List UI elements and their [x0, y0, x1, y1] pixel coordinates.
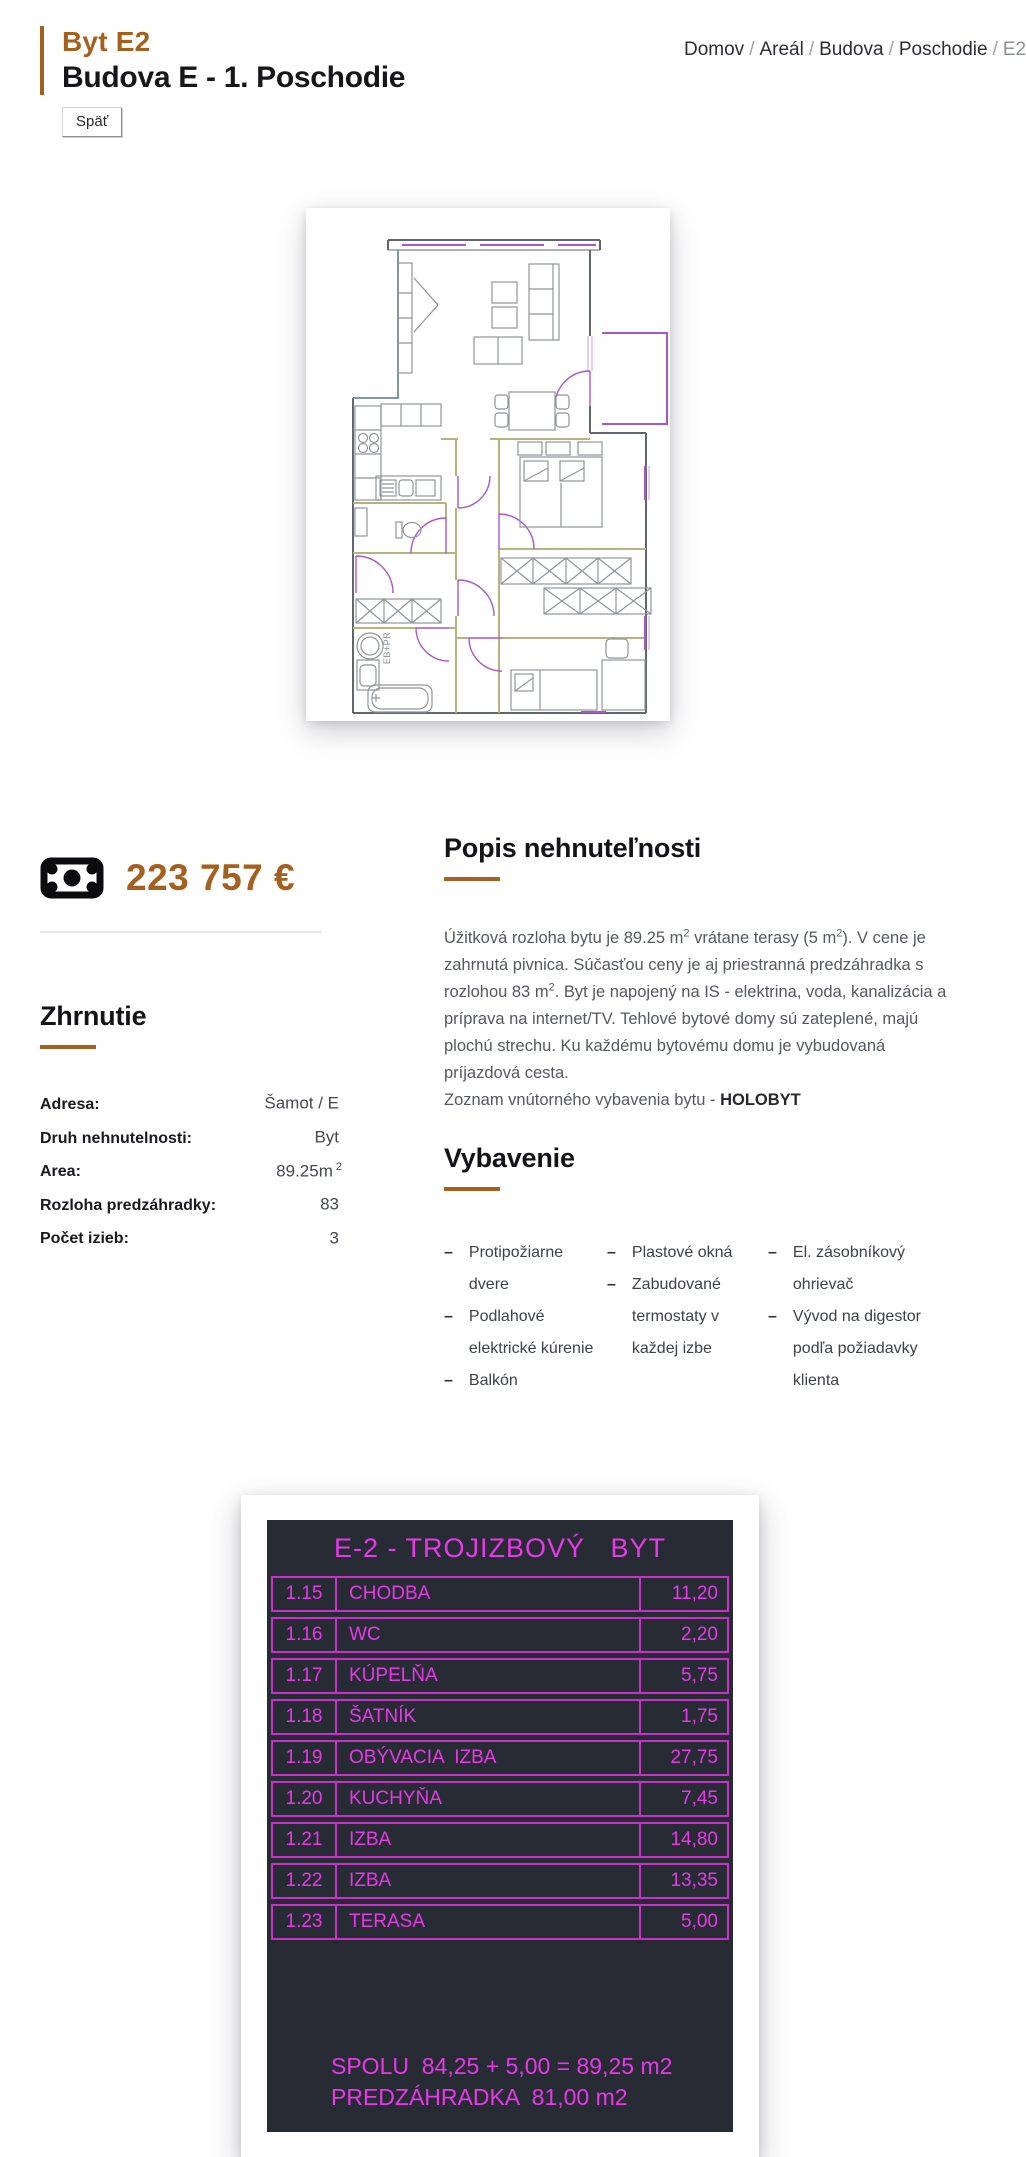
holobyt-strong: HOLOBYT — [720, 1090, 801, 1109]
price-row — [40, 857, 342, 899]
room-number-cell: 1.20 — [273, 1783, 337, 1815]
description-paragraph — [444, 925, 964, 1086]
room-number-cell: 1.16 — [273, 1619, 337, 1651]
summary-label: Area: — [40, 1163, 81, 1181]
room-number-cell: 1.23 — [273, 1906, 337, 1938]
room-table-card — [241, 1495, 759, 2157]
room-area-cell: 5,75 — [681, 1665, 718, 1687]
room-table-title: E-2 - TROJIZBOVÝ BYT — [333, 1533, 667, 1564]
room-name-cell: TERASA — [337, 1906, 641, 1938]
dash-bullet-icon: – — [768, 1308, 777, 1326]
room-area-cell: 1,75 — [681, 1706, 718, 1728]
back-button[interactable]: Späť — [62, 107, 122, 137]
summary-rows — [40, 1093, 342, 1248]
summary-section — [40, 1001, 342, 1248]
room-table-rows — [267, 1576, 733, 1940]
summary-label: Druh nehnutelnosti: — [40, 1129, 192, 1147]
room-table-footer — [267, 1945, 733, 2124]
title-block — [40, 26, 405, 95]
room-number-cell: 1.21 — [273, 1824, 337, 1856]
right-column — [444, 833, 964, 1397]
equipment-item-label: Balkón — [468, 1372, 518, 1390]
summary-value: 3 — [329, 1228, 339, 1248]
room-name-cell: OBÝVACIA IZBA — [337, 1742, 641, 1774]
room-area-cell: 14,80 — [670, 1829, 718, 1851]
room-number-cell: 1.15 — [273, 1578, 337, 1610]
room-name-cell: KÚPELŇA — [337, 1660, 641, 1692]
equipment-item — [444, 1365, 607, 1397]
summary-row — [40, 1127, 342, 1148]
equipment-item — [768, 1301, 964, 1397]
breadcrumb-part[interactable]: Domov — [684, 39, 745, 60]
summary-label: Rozloha predzáhradky: — [40, 1196, 217, 1214]
room-area-cell: 7,45 — [681, 1788, 718, 1810]
dash-bullet-icon: – — [444, 1372, 453, 1390]
room-table-row — [271, 1863, 729, 1899]
room-table-row — [271, 1904, 729, 1940]
dash-bullet-icon: – — [444, 1308, 453, 1326]
room-table-footer-line: SPOLU 84,25 + 5,00 = 89,25 m2 — [331, 2052, 673, 2079]
equipment-item-label: El. zásobníkový ohrievač — [792, 1244, 905, 1294]
equipment-item-label: Zabudované termostaty v každej izbe — [631, 1276, 721, 1358]
heading-underline — [444, 1187, 500, 1191]
equipment-item-label: Vývod na digestor podľa požiadavky klienta — [792, 1308, 921, 1390]
summary-value: 89.25m $^2$ — [276, 1160, 342, 1181]
header — [0, 0, 1026, 137]
dash-bullet-icon: – — [768, 1244, 777, 1262]
breadcrumb-part[interactable]: / — [749, 39, 755, 60]
summary-row — [40, 1093, 342, 1114]
description-list-line: Zoznam vnútorného vybavenia bytu - HOLOBYT — [444, 1090, 801, 1109]
room-table-row — [271, 1699, 729, 1735]
room-name-cell: CHODBA — [337, 1578, 641, 1610]
equipment-item-label: Podlahové elektrické kúrenie — [468, 1308, 594, 1358]
page-subtitle: Budova E - 1. Poschodie — [62, 61, 406, 95]
equipment-item — [444, 1301, 607, 1365]
summary-value: 83 — [320, 1194, 339, 1214]
divider — [40, 931, 322, 933]
room-table-row — [271, 1658, 729, 1694]
left-column — [40, 833, 342, 1397]
room-table-row — [271, 1822, 729, 1858]
description-segment: vrátane terasy (5 $m^2$ — [689, 927, 843, 948]
floor-plan-drawing — [306, 208, 670, 721]
summary-value: Byt — [314, 1127, 339, 1147]
room-table-row — [271, 1740, 729, 1776]
price-value: 223 757 € — [126, 857, 296, 899]
description-section — [444, 833, 964, 1113]
room-name-cell: KUCHYŇA — [337, 1783, 641, 1815]
room-area-cell: 5,00 — [681, 1911, 718, 1933]
breadcrumb-part[interactable]: E2 — [1002, 39, 1026, 60]
room-table-footer-line: PREDZÁHRADKA 81,00 m2 — [331, 2084, 628, 2111]
main-content — [0, 833, 1000, 1397]
room-number-cell: 1.19 — [273, 1742, 337, 1774]
summary-row — [40, 1194, 342, 1215]
room-table-row — [271, 1617, 729, 1653]
room-name-cell: WC — [337, 1619, 641, 1651]
equipment-item-label: Protipožiarne dvere — [468, 1244, 564, 1294]
description-segment: . Byt je napojený na IS - elektrina, voda, kanalizácia a príprava na internet/TV. Tehlové bytové domy sú zateplené, majú plochú strechu. Ku každému bytovému domu je vybudovaná príjazdová cesta. — [444, 982, 947, 1082]
room-number-cell: 1.22 — [273, 1865, 337, 1897]
breadcrumb — [684, 34, 1026, 66]
equipment-column — [607, 1237, 768, 1397]
room-name-cell: IZBA — [337, 1824, 641, 1856]
money-bill-icon — [40, 857, 104, 899]
title-group — [40, 26, 405, 137]
summary-label: Počet izieb: — [40, 1230, 129, 1248]
room-number-cell: 1.17 — [273, 1660, 337, 1692]
equipment-item — [444, 1237, 607, 1301]
floor-plan-card — [306, 208, 670, 721]
equipment-section — [444, 1143, 964, 1397]
equipment-item-label: Plastové okná — [631, 1244, 733, 1262]
equipment-item — [607, 1237, 768, 1269]
breadcrumb-part[interactable]: / — [992, 39, 998, 60]
summary-row — [40, 1161, 342, 1182]
breadcrumb-part[interactable]: / — [808, 39, 815, 60]
breadcrumb-part[interactable]: Poschodie — [898, 39, 988, 60]
breadcrumb-part[interactable]: / — [888, 39, 894, 60]
summary-heading: Zhrnutie — [40, 1001, 147, 1032]
room-table-row — [271, 1781, 729, 1817]
summary-value: Šamot / E — [264, 1093, 339, 1113]
dash-bullet-icon: – — [607, 1276, 616, 1294]
summary-row — [40, 1228, 342, 1249]
description-heading: Popis nehnuteľnosti — [444, 833, 702, 864]
description-segment: ). V cene je zahrnutá pivnica. Súčasťou ceny je aj priestranná predzáhradka s rozlohou 83 $m^2$ — [444, 929, 926, 1001]
breadcrumb-part[interactable]: Budova — [819, 39, 884, 60]
room-table — [267, 1520, 733, 2132]
heading-underline — [40, 1045, 96, 1049]
dash-bullet-icon: – — [444, 1244, 453, 1262]
room-area-cell: 11,20 — [671, 1583, 718, 1605]
room-area-cell: 13,35 — [670, 1870, 718, 1892]
room-table-row — [271, 1576, 729, 1612]
breadcrumb-part[interactable]: Areál — [759, 39, 804, 60]
summary-label: Adresa: — [40, 1095, 100, 1113]
room-number-cell: 1.18 — [273, 1701, 337, 1733]
equipment-item — [607, 1269, 768, 1365]
room-name-cell: ŠATNÍK — [337, 1701, 641, 1733]
equipment-column — [444, 1237, 607, 1397]
equipment-heading: Vybavenie — [444, 1143, 575, 1174]
room-area-cell: 2,20 — [681, 1624, 718, 1646]
floor-plan-annotation: EB+PR — [382, 632, 392, 665]
description-segment: Úžitková rozloha bytu je 89.25 $m^2$ — [444, 927, 690, 948]
room-name-cell: IZBA — [337, 1865, 641, 1897]
dash-bullet-icon: – — [607, 1244, 616, 1262]
room-area-cell: 27,75 — [670, 1747, 718, 1769]
page-title: Byt E2 — [62, 26, 151, 57]
equipment-column — [768, 1237, 964, 1397]
equipment-columns — [444, 1237, 964, 1397]
heading-underline — [444, 877, 500, 881]
equipment-item — [768, 1237, 964, 1301]
